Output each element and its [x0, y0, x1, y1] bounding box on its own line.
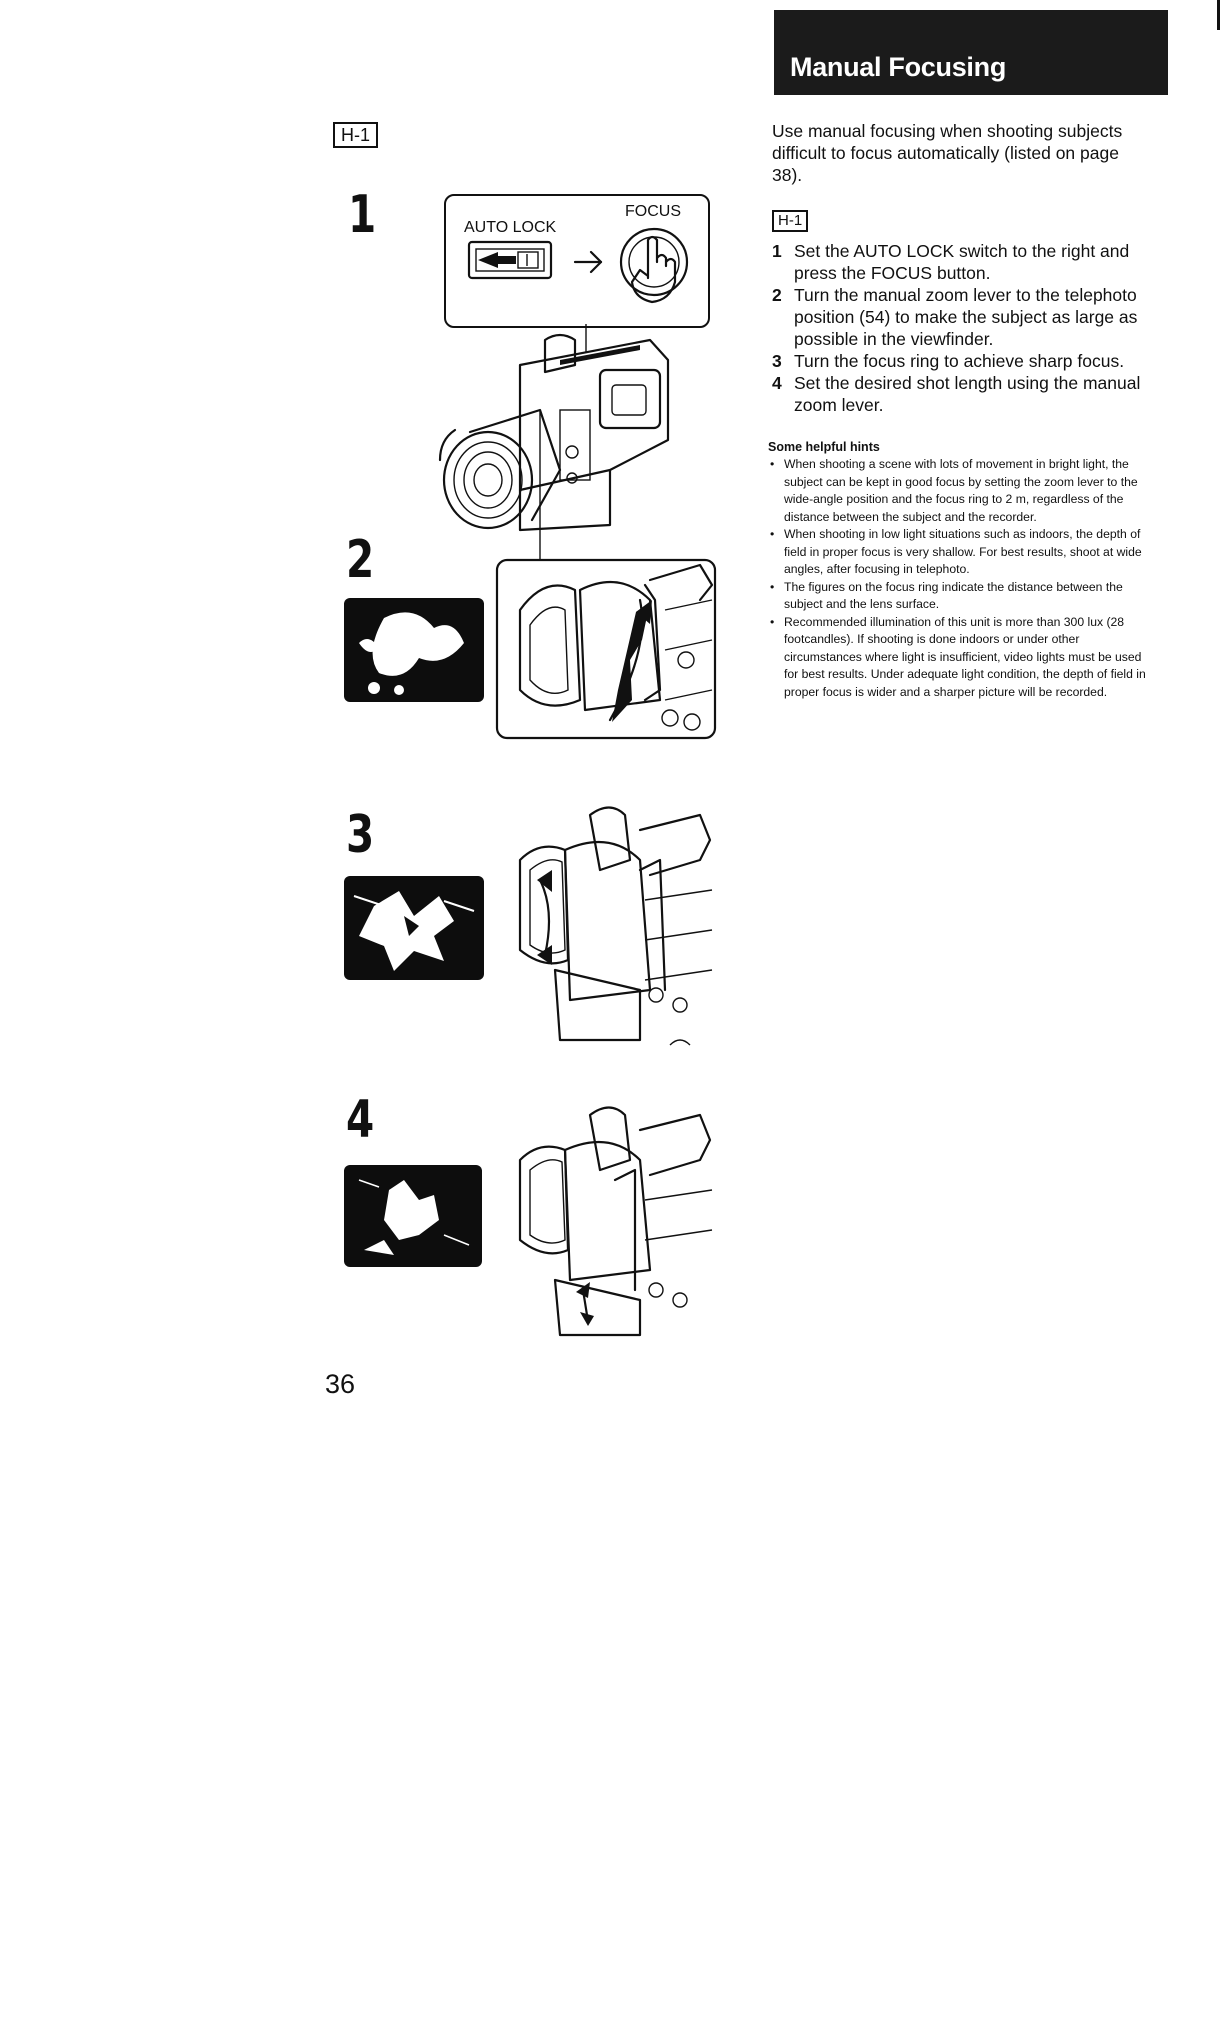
hint-item: • When shooting a scene with lots of movement in bright light, the subject can be kept in good focus by setting the zoom lever to the wide-angle position and the focus ring to 2 m, regardless of the distance between the subject and the recorder.: [768, 456, 1158, 526]
instruction-step-3: [772, 350, 1162, 372]
instruction-steps: [772, 240, 1162, 416]
step-text: Set the AUTO LOCK switch to the right and press the FOCUS button.: [794, 241, 1130, 283]
focus-button-icon: [621, 229, 687, 302]
hint-item: • When shooting in low light situations such as indoors, the depth of field in proper focus is very shallow. For best results, shoot at wide angles, after focusing in telephoto.: [768, 526, 1158, 579]
zoom-lever-closeup-step4: [520, 1108, 712, 1336]
page-title: Manual Focusing: [790, 52, 1007, 82]
page-number: 36: [325, 1369, 356, 1399]
zoom-lever-closeup: [497, 560, 715, 738]
auto-lock-switch-icon: [469, 242, 551, 278]
hint-item: • The figures on the focus ring indicate the distance between the subject and the lens surface.: [768, 579, 1158, 614]
section-tag-left: H-1: [333, 122, 378, 148]
hint-item: • Recommended illumination of this unit is more than 300 lux (28 footcandles). If shooting is done indoors or under other circumstances where light is insufficient, video lights must be used for best results. Under adequate light condition, the depth of field in proper focus is wider and a sharper picture will be recorded.: [768, 614, 1158, 702]
instruction-step-1: [772, 240, 1162, 284]
step-num: 2: [772, 285, 782, 305]
step-number-3: 3: [346, 805, 375, 865]
step-number-1: 1: [348, 185, 377, 245]
auto-lock-label: AUTO LOCK: [464, 219, 557, 236]
hints-list: [768, 456, 1158, 701]
hints-heading: Some helpful hints: [768, 440, 880, 454]
scan-edge-mark: [1217, 0, 1220, 30]
section-tag-right: H-1: [772, 210, 808, 232]
intro-paragraph: Use manual focusing when shooting subjects difficult to focus automatically (listed on page 38).: [772, 121, 1123, 185]
instruction-step-2: [772, 284, 1162, 350]
viewfinder-scene-sharp: [344, 876, 484, 980]
arrow-right-icon: [575, 252, 601, 272]
viewfinder-scene-blurry: [344, 598, 484, 702]
step-num: 4: [772, 373, 782, 393]
focus-label: FOCUS: [625, 203, 681, 220]
focus-ring-closeup: [520, 808, 712, 1046]
step-num: 3: [772, 351, 782, 371]
instruction-step-4: [772, 372, 1162, 416]
step-number-4: 4: [346, 1090, 375, 1150]
step-text: Set the desired shot length using the manual zoom lever.: [794, 373, 1141, 415]
step-text: Turn the manual zoom lever to the telephoto position (54) to make the subject as large as possible in the viewfinder.: [794, 285, 1138, 349]
step-number-2: 2: [346, 530, 375, 590]
viewfinder-scene-wide: [344, 1165, 482, 1267]
step-text: Turn the focus ring to achieve sharp focus.: [794, 351, 1125, 371]
camcorder-body: [440, 335, 668, 530]
step-num: 1: [772, 241, 782, 261]
